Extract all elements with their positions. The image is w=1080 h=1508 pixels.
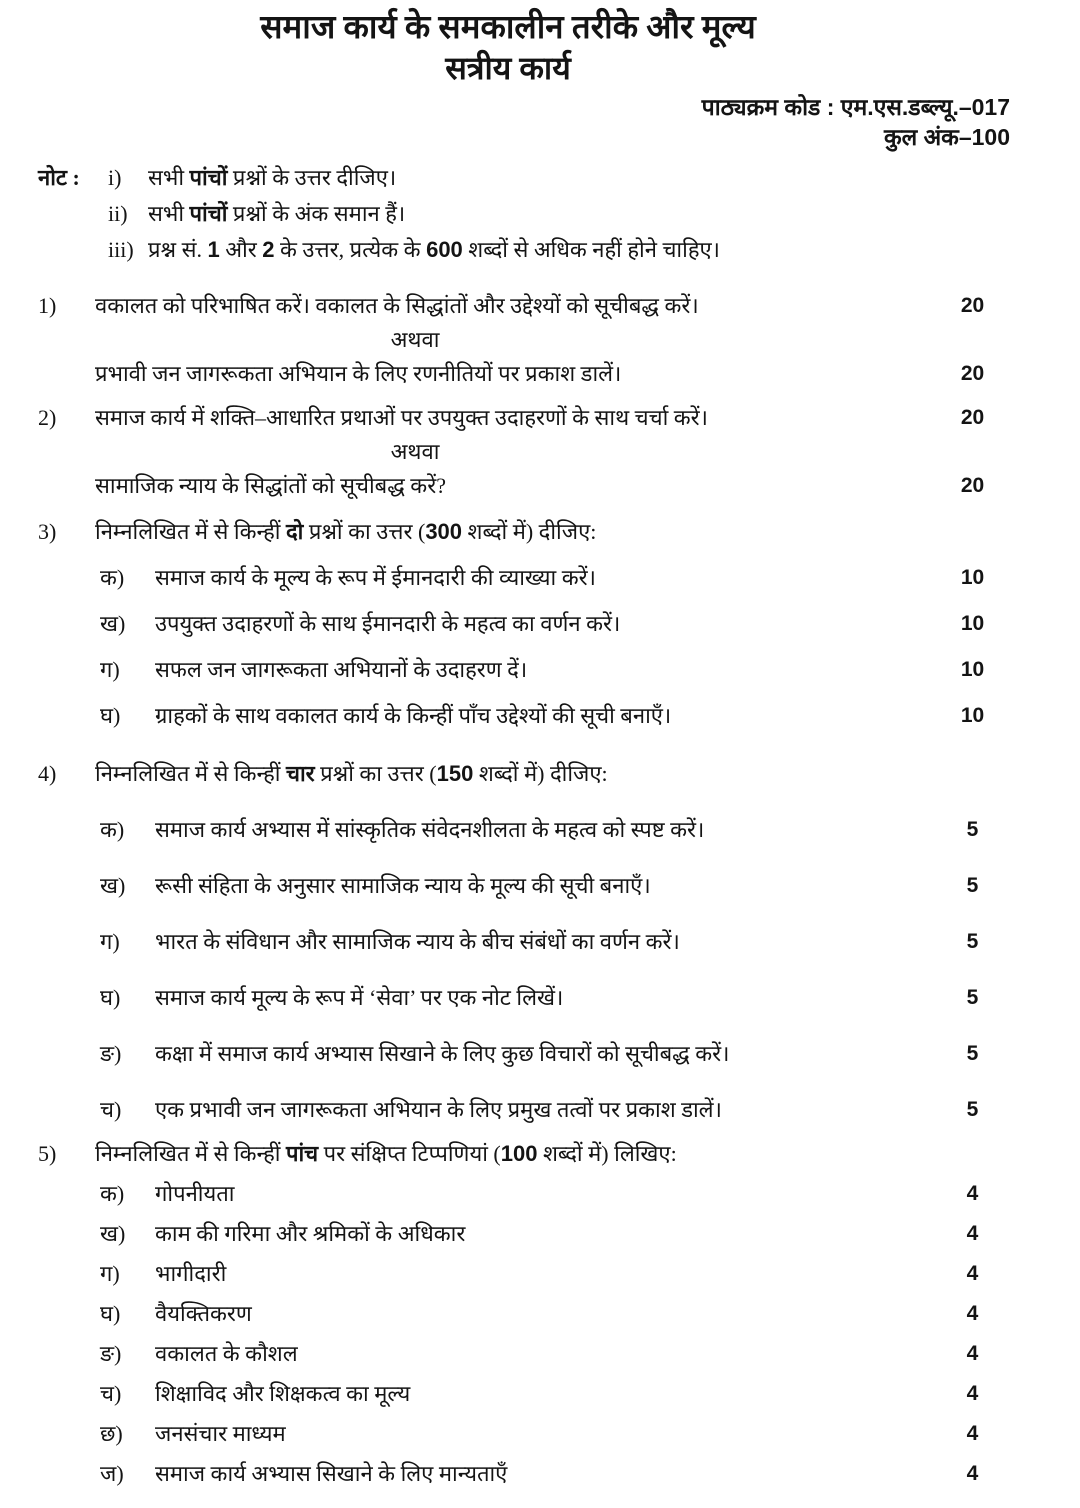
text-segment: चार <box>285 761 315 786</box>
sub-question-row <box>100 654 1010 686</box>
sub-question-row <box>100 700 1010 732</box>
sub-question-letter: ङ) <box>100 1341 122 1366</box>
text-segment: शब्दों से अधिक नहीं होने चाहिए। <box>462 237 720 262</box>
text-segment: 150 <box>436 761 474 786</box>
question-marks <box>935 516 1010 548</box>
sub-question-letter: क) <box>100 1181 125 1206</box>
question-text <box>155 1258 935 1290</box>
course-title: समाज कार्य के समकालीन तरीके और मूल्य <box>260 10 756 46</box>
question-block <box>38 516 1010 732</box>
sub-question-letter: च) <box>100 1097 122 1122</box>
question-text <box>155 982 935 1014</box>
text-segment: निम्नलिखित में से किन्हीं <box>95 1141 286 1166</box>
question-block <box>38 758 1010 1126</box>
question-number: 3) <box>38 519 57 544</box>
note-item <box>38 232 1010 268</box>
question-marks <box>935 758 1010 790</box>
assignment-type-title: सत्रीय कार्य <box>445 50 571 86</box>
text-segment: 100 <box>500 1141 538 1166</box>
text-segment: प्रश्नों का उत्तर ( <box>303 519 426 544</box>
sub-question-letter: घ) <box>100 985 121 1010</box>
note-label <box>38 196 108 232</box>
note-item-text <box>148 160 1010 196</box>
question-text <box>155 1038 935 1070</box>
question-marks: 5 <box>966 818 979 841</box>
text-segment: शब्दों में) दीजिए: <box>473 761 608 786</box>
text-segment: समाज कार्य अभ्यास में सांस्कृतिक संवेदनशीलता के महत्व को स्पष्ट करें। <box>155 817 705 842</box>
sub-question-letter: ख) <box>100 873 126 898</box>
question-marks: 5 <box>966 986 979 1009</box>
question-text <box>155 1418 935 1450</box>
text-segment: कक्षा में समाज कार्य अभ्यास सिखाने के लिए कुछ विचारों को सूचीबद्ध करें। <box>155 1041 730 1066</box>
note-item-text <box>148 232 1010 268</box>
text-segment: प्रश्न सं. <box>148 237 208 262</box>
sub-question-row <box>100 814 1010 846</box>
sub-question-letter: ग) <box>100 657 120 682</box>
question-marks: 10 <box>960 566 985 589</box>
text-segment: रूसी संहिता के अनुसार सामाजिक न्याय के मूल्य की सूची बनाएँ। <box>155 873 651 898</box>
text-segment: दो <box>285 519 304 544</box>
text-segment: 1 <box>207 237 220 262</box>
text-segment: के उत्तर, प्रत्येक के <box>274 237 427 262</box>
question-block <box>38 1138 1010 1490</box>
text-segment: 300 <box>425 519 463 544</box>
question-marks: 5 <box>966 874 979 897</box>
note-item-number: i) <box>108 165 122 190</box>
text-segment: शब्दों में) दीजिए: <box>462 519 597 544</box>
sub-question-row <box>100 1258 1010 1290</box>
sub-question-row <box>100 562 1010 594</box>
text-segment: प्रश्नों के अंक समान हैं। <box>227 201 406 226</box>
sub-question-row <box>100 1218 1010 1250</box>
sub-question-row <box>100 1038 1010 1070</box>
question-text <box>155 608 935 640</box>
sub-question-letter: छ) <box>100 1421 123 1446</box>
question-marks: 4 <box>966 1222 979 1245</box>
text-segment: शिक्षाविद और शिक्षकत्व का मूल्य <box>155 1381 411 1406</box>
sub-question-letter: ङ) <box>100 1041 122 1066</box>
question-text <box>95 358 935 390</box>
question-text <box>155 1458 935 1490</box>
text-segment: उपयुक्त उदाहरणों के साथ ईमानदारी के महत्व का वर्णन करें। <box>155 611 621 636</box>
text-segment: सभी <box>148 165 190 190</box>
sub-question-letter: घ) <box>100 1301 121 1326</box>
course-meta <box>38 92 1010 152</box>
sub-question-letter: च) <box>100 1381 122 1406</box>
text-segment: समाज कार्य मूल्य के रूप में ‘सेवा’ पर एक नोट लिखें। <box>155 985 564 1010</box>
question-marks: 10 <box>960 658 985 681</box>
text-segment: ग्राहकों के साथ वकालत कार्य के किन्हीं पाँच उद्देश्यों की सूची बनाएँ। <box>155 703 672 728</box>
text-segment: शब्दों में) लिखिए: <box>537 1141 677 1166</box>
text-segment: सफल जन जागरूकता अभियानों के उदाहरण दें। <box>155 657 528 682</box>
or-separator: अथवा <box>390 327 440 352</box>
course-code: पाठ्यक्रम कोड : एम.एस.डब्ल्यू.–017 <box>701 94 1010 120</box>
text-segment: सभी <box>148 201 190 226</box>
text-segment: निम्नलिखित में से किन्हीं <box>95 519 286 544</box>
text-segment: समाज कार्य अभ्यास सिखाने के लिए मान्यताएँ <box>155 1461 508 1486</box>
question-row <box>38 358 1010 390</box>
question-text <box>95 470 935 502</box>
text-segment: वैयक्तिकरण <box>155 1301 252 1326</box>
sub-question-row <box>100 870 1010 902</box>
sub-question-letter: क) <box>100 817 125 842</box>
note-section <box>38 160 1010 268</box>
question-text <box>155 1378 935 1410</box>
text-segment: भारत के संविधान और सामाजिक न्याय के बीच संबंधों का वर्णन करें। <box>155 929 680 954</box>
question-text <box>155 1178 935 1210</box>
text-segment: पांच <box>285 1141 319 1166</box>
question-marks: 4 <box>966 1302 979 1325</box>
sub-question-letter: घ) <box>100 703 121 728</box>
question-text <box>95 290 935 322</box>
question-number: 1) <box>38 293 57 318</box>
question-text <box>95 516 935 548</box>
note-item-number: ii) <box>108 201 128 226</box>
sub-question-row <box>100 1338 1010 1370</box>
sub-question-row <box>100 1298 1010 1330</box>
question-block <box>38 290 1010 390</box>
text-segment: वकालत के कौशल <box>155 1341 298 1366</box>
sub-question-letter: क) <box>100 565 125 590</box>
sub-question-row <box>100 1378 1010 1410</box>
questions-section <box>38 290 1010 1490</box>
question-marks: 5 <box>966 930 979 953</box>
question-text <box>155 1338 935 1370</box>
question-text <box>155 1218 935 1250</box>
text-segment: और <box>219 237 263 262</box>
text-segment: पांचों <box>189 201 228 226</box>
sub-question-row <box>100 608 1010 640</box>
document-header <box>38 8 978 88</box>
sub-question-row <box>100 1094 1010 1126</box>
question-text <box>155 1094 935 1126</box>
text-segment: भागीदारी <box>155 1261 227 1286</box>
sub-question-row <box>100 1458 1010 1490</box>
total-marks: कुल अंक–100 <box>883 124 1010 150</box>
question-block <box>38 402 1010 502</box>
question-row <box>38 402 1010 434</box>
question-row <box>38 758 1010 790</box>
sub-question-row <box>100 1178 1010 1210</box>
question-marks <box>935 1138 1010 1170</box>
question-number <box>38 470 95 502</box>
text-segment: एक प्रभावी जन जागरूकता अभियान के लिए प्रमुख तत्वों पर प्रकाश डालें। <box>155 1097 722 1122</box>
question-row <box>38 290 1010 322</box>
sub-question-letter: ज) <box>100 1461 124 1486</box>
question-text <box>155 1298 935 1330</box>
text-segment: वकालत को परिभाषित करें। वकालत के सिद्धांतों और उद्देश्यों को सूचीबद्ध करें। <box>95 293 699 318</box>
question-text <box>155 562 935 594</box>
question-marks: 20 <box>960 406 985 429</box>
sub-question-letter: ग) <box>100 929 120 954</box>
text-segment: सामाजिक न्याय के सिद्धांतों को सूचीबद्ध करें? <box>95 473 446 498</box>
question-marks: 20 <box>960 362 985 385</box>
sub-question-row <box>100 926 1010 958</box>
question-text <box>155 814 935 846</box>
question-text <box>155 926 935 958</box>
question-marks: 4 <box>966 1262 979 1285</box>
question-text <box>95 402 935 434</box>
question-marks: 10 <box>960 612 985 635</box>
question-marks: 5 <box>966 1042 979 1065</box>
question-marks: 4 <box>966 1422 979 1445</box>
question-text <box>155 870 935 902</box>
text-segment: पर संक्षिप्त टिप्पणियां ( <box>318 1141 501 1166</box>
note-item <box>38 196 1010 232</box>
question-row <box>38 516 1010 548</box>
text-segment: गोपनीयता <box>155 1181 235 1206</box>
sub-question-row <box>100 1418 1010 1450</box>
question-marks: 10 <box>960 704 985 727</box>
sub-question-letter: ख) <box>100 611 126 636</box>
text-segment: पांचों <box>189 165 228 190</box>
text-segment: समाज कार्य में शक्ति–आधारित प्रथाओं पर उपयुक्त उदाहरणों के साथ चर्चा करें। <box>95 405 709 430</box>
question-marks: 4 <box>966 1342 979 1365</box>
question-text <box>155 654 935 686</box>
question-number: 5) <box>38 1141 57 1166</box>
question-text <box>95 758 935 790</box>
question-text <box>155 700 935 732</box>
question-marks: 4 <box>966 1462 979 1485</box>
sub-question-row <box>100 982 1010 1014</box>
note-label: नोट : <box>38 165 80 190</box>
question-marks: 20 <box>960 474 985 497</box>
text-segment: प्रश्नों का उत्तर ( <box>314 761 437 786</box>
text-segment: निम्नलिखित में से किन्हीं <box>95 761 286 786</box>
text-segment: 2 <box>262 237 275 262</box>
text-segment: प्रश्नों के उत्तर दीजिए। <box>227 165 397 190</box>
or-separator: अथवा <box>390 439 440 464</box>
question-marks: 20 <box>960 294 985 317</box>
question-marks: 4 <box>966 1182 979 1205</box>
note-label <box>38 232 108 268</box>
question-number: 2) <box>38 405 57 430</box>
text-segment: काम की गरिमा और श्रमिकों के अधिकार <box>155 1221 466 1246</box>
sub-question-letter: ख) <box>100 1221 126 1246</box>
note-item <box>38 160 1010 196</box>
question-text <box>95 1138 935 1170</box>
text-segment: प्रभावी जन जागरूकता अभियान के लिए रणनीतियों पर प्रकाश डालें। <box>95 361 622 386</box>
text-segment: समाज कार्य के मूल्य के रूप में ईमानदारी की व्याख्या करें। <box>155 565 596 590</box>
question-row <box>38 470 1010 502</box>
sub-question-letter: ग) <box>100 1261 120 1286</box>
question-row <box>38 1138 1010 1170</box>
question-marks: 5 <box>966 1098 979 1121</box>
question-number <box>38 358 95 390</box>
text-segment: 600 <box>426 237 463 262</box>
note-item-number: iii) <box>108 237 134 262</box>
note-item-text <box>148 196 1010 232</box>
question-marks: 4 <box>966 1382 979 1405</box>
text-segment: जनसंचार माध्यम <box>155 1421 286 1446</box>
question-number: 4) <box>38 761 57 786</box>
